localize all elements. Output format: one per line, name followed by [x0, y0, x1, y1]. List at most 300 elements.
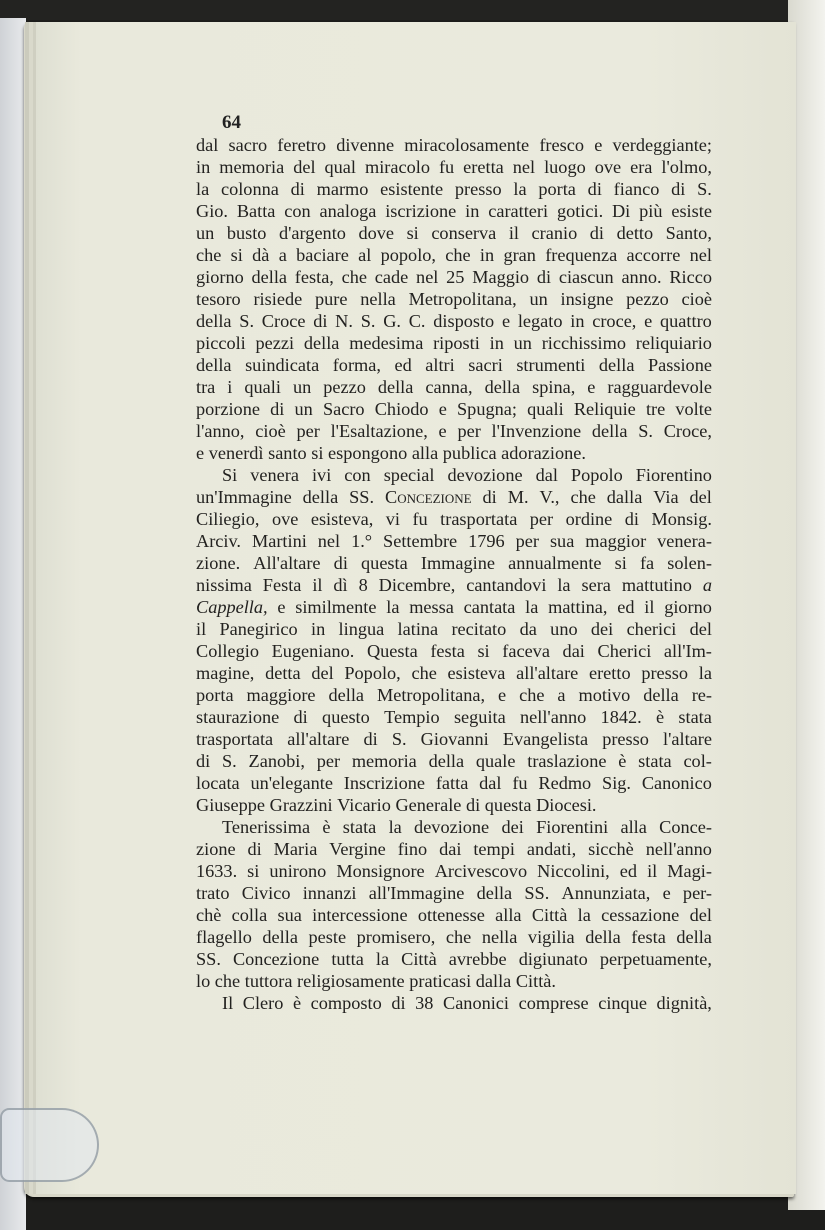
word: stata: [342, 817, 377, 837]
word: fino: [397, 839, 428, 859]
word: forma,: [332, 355, 381, 375]
word: Fiorentini: [536, 817, 609, 837]
word: porta: [196, 685, 234, 705]
word: esisteva: [447, 663, 506, 683]
word: Giovanni: [420, 729, 489, 749]
word: esiste: [671, 201, 712, 221]
word: staurazione: [196, 707, 280, 727]
word: sua: [277, 905, 302, 925]
word: cessazione: [601, 905, 680, 925]
word: composto: [310, 993, 382, 1013]
word: alla: [620, 817, 647, 837]
word: praticasi: [409, 971, 476, 991]
word: di: [363, 729, 378, 749]
word: di: [391, 993, 406, 1013]
word: ragguardevole: [607, 377, 712, 397]
word: che: [445, 245, 471, 265]
text-line: [196, 464, 712, 486]
text-line: [196, 970, 712, 992]
word: dì: [333, 575, 348, 595]
word: Croce,: [663, 421, 712, 441]
word: della: [303, 333, 340, 353]
word: memoria: [219, 157, 285, 177]
word: innanzi: [302, 883, 357, 903]
text-line: [196, 816, 712, 838]
word: accorre: [626, 245, 681, 265]
word: venera-: [657, 531, 712, 551]
word: cade: [374, 267, 409, 287]
word: sua: [549, 531, 575, 551]
text-line: [196, 992, 712, 1014]
word: dal: [196, 135, 219, 155]
word: è: [655, 707, 665, 727]
word: in: [310, 619, 326, 639]
word: si: [614, 553, 627, 573]
word: del: [293, 157, 316, 177]
word: motivo: [578, 685, 631, 705]
word: sacri: [468, 355, 503, 375]
word: la: [525, 597, 539, 617]
word: tesoro: [196, 289, 241, 309]
word: volte: [675, 399, 712, 419]
word: Città: [401, 949, 437, 969]
word: che: [519, 685, 545, 705]
word: e: [196, 443, 209, 463]
word: Concezione: [232, 949, 320, 969]
word: per-: [682, 883, 712, 903]
word: di: [293, 707, 308, 727]
word: l'anno,: [196, 421, 245, 441]
word: Canonici: [443, 993, 510, 1013]
word: per: [529, 509, 554, 529]
word: nel: [512, 157, 536, 177]
word: Spugna;: [457, 399, 517, 419]
word: nell'anno: [520, 707, 587, 727]
word: S.: [697, 179, 712, 199]
word: Evangelista: [502, 729, 589, 749]
word: in: [196, 157, 211, 177]
text-line: [196, 926, 712, 948]
body-text: [196, 134, 712, 1014]
word: per: [296, 421, 320, 441]
word: presso: [641, 663, 689, 683]
word: miracolosamente: [404, 135, 530, 155]
text-line: [196, 486, 712, 508]
word: nissima: [196, 575, 252, 595]
word: Concezione: [385, 487, 472, 507]
word: dalla: [475, 971, 516, 991]
word: Chiodo: [374, 399, 429, 419]
text-line: [196, 596, 712, 618]
word: risiede: [253, 289, 303, 309]
text-line: [196, 948, 712, 970]
word: eretta: [463, 157, 504, 177]
word: con: [284, 201, 311, 221]
word: 1842.: [600, 707, 642, 727]
word: quale: [475, 751, 516, 771]
word: 1633.: [196, 861, 238, 881]
word: M.: [507, 487, 529, 507]
word: tra: [196, 377, 216, 397]
word: il: [196, 619, 207, 639]
word: si: [230, 245, 243, 265]
word: della: [251, 267, 288, 287]
word: Sig.: [602, 773, 631, 793]
word: della: [428, 751, 465, 771]
word: Si: [222, 465, 238, 485]
word: trasportata: [196, 729, 274, 749]
word: suindicata: [245, 355, 320, 375]
word: gran: [503, 245, 536, 265]
word: uno: [550, 619, 578, 639]
word: che: [445, 927, 472, 947]
word: miracolo: [364, 157, 430, 177]
word: 1.°: [351, 531, 373, 551]
word: fianco: [613, 179, 660, 199]
word: e: [438, 421, 447, 441]
word: Giuseppe: [196, 795, 270, 815]
word: qual: [324, 157, 356, 177]
word: Annunziata,: [561, 883, 651, 903]
word: all'Im-: [663, 641, 712, 661]
word: nel: [317, 531, 341, 551]
word: che: [214, 971, 245, 991]
word: e: [594, 135, 603, 155]
word: conserva: [431, 223, 497, 243]
word: altri: [425, 355, 455, 375]
word: mattina,: [548, 597, 608, 617]
word: Zanobi,: [248, 751, 305, 771]
word: in: [479, 245, 495, 265]
word: avrebbe: [448, 949, 507, 969]
word: Metropolitana,: [376, 685, 486, 705]
word: messa: [409, 597, 454, 617]
word: 1796: [468, 531, 505, 551]
word: tre: [645, 399, 666, 419]
word: Sacro: [322, 399, 365, 419]
word: porta: [538, 179, 576, 199]
word: detta: [265, 663, 301, 683]
word: re-: [691, 685, 712, 705]
text-line: [196, 838, 712, 860]
word: Gio.: [196, 201, 228, 221]
word: maggior: [585, 531, 647, 551]
word: Santo,: [665, 223, 712, 243]
word: Settembre: [383, 531, 458, 551]
scan-background-top: [0, 0, 790, 20]
word: locata: [196, 773, 240, 793]
word: insigne: [560, 289, 614, 309]
word: alla: [495, 905, 522, 925]
word: ed: [619, 861, 638, 881]
word: a: [278, 245, 287, 265]
word: perpetuamente,: [599, 949, 712, 969]
text-line: [196, 904, 712, 926]
word: in: [570, 311, 585, 331]
word: e: [587, 377, 596, 397]
word: che: [411, 663, 437, 683]
text-line: [196, 222, 712, 244]
word: della: [643, 685, 679, 705]
word: la: [386, 597, 400, 617]
word: di: [333, 553, 348, 573]
word: la: [196, 179, 210, 199]
word: S.: [222, 751, 237, 771]
text-line: [196, 354, 712, 376]
word: la: [375, 949, 390, 969]
word: di: [589, 223, 605, 243]
word: N.: [335, 311, 353, 331]
word: e: [501, 311, 511, 331]
word: presso: [454, 179, 502, 199]
word: della: [676, 927, 712, 947]
word: magine,: [196, 663, 255, 683]
word: della: [328, 685, 365, 705]
word: i: [227, 377, 233, 397]
word: il: [508, 223, 519, 243]
word: che: [196, 245, 222, 265]
word: Clero: [242, 993, 284, 1013]
word: sicchè: [588, 839, 634, 859]
text-line: [196, 640, 712, 662]
word: quattro: [660, 311, 712, 331]
word: Popolo: [570, 465, 623, 485]
word: e: [498, 685, 507, 705]
word: di: [270, 399, 285, 419]
word: eretto: [588, 663, 631, 683]
text-line: [196, 662, 712, 684]
word: da: [519, 619, 537, 639]
text-line: [196, 288, 712, 310]
word: della: [262, 927, 298, 947]
word: santo: [268, 443, 312, 463]
word: lingua: [338, 619, 385, 639]
word: un: [292, 377, 312, 397]
word: strumenti: [516, 355, 586, 375]
word: il: [312, 575, 323, 595]
text-line: [196, 156, 712, 178]
word: cherici: [626, 619, 677, 639]
word: nell'anno: [645, 839, 712, 859]
word: all'Immagine: [368, 883, 465, 903]
word: un: [294, 399, 313, 419]
word: Tenerissima: [222, 817, 311, 837]
word: giorno: [196, 267, 244, 287]
word: spina,: [532, 377, 576, 397]
word: Generale: [395, 795, 466, 815]
word: S.: [391, 729, 407, 749]
word: vi: [385, 509, 400, 529]
word: porzione: [196, 399, 260, 419]
word: l'Esaltazione,: [330, 421, 428, 441]
word: quali: [527, 399, 564, 419]
word: Batta: [236, 201, 276, 221]
text-line: [196, 860, 712, 882]
word: Fiorentino: [635, 465, 712, 485]
word: nella: [360, 289, 396, 309]
word: anno.: [621, 267, 662, 287]
word: 25: [446, 267, 465, 287]
word: croce,: [592, 311, 637, 331]
word: della: [196, 355, 232, 375]
plastic-clip: [0, 1108, 99, 1182]
word: zione.: [196, 553, 241, 573]
word: mattutino: [621, 575, 692, 595]
text-line: [196, 266, 712, 288]
word: unirono: [269, 861, 327, 881]
word: All'altare: [253, 553, 321, 573]
word: devozione: [414, 817, 490, 837]
text-line: [196, 772, 712, 794]
word: si: [406, 223, 419, 243]
text-line: [196, 750, 712, 772]
word: della: [476, 883, 513, 903]
word: maggiore: [246, 685, 316, 705]
text-line: [196, 508, 712, 530]
word: dei: [501, 817, 524, 837]
word: a: [557, 685, 566, 705]
word: SS.: [524, 883, 550, 903]
word: Redmo: [538, 773, 592, 793]
word: l'olmo,: [661, 157, 712, 177]
word: di: [671, 179, 686, 199]
word: cioè: [255, 421, 286, 441]
word: fa: [639, 553, 655, 573]
word: d'argento: [279, 223, 346, 243]
word: canna,: [425, 377, 473, 397]
word: la: [698, 663, 712, 683]
word: della: [591, 421, 628, 441]
word: S.: [360, 311, 376, 331]
word: Festa: [262, 575, 302, 595]
word: ordine: [565, 509, 613, 529]
word: popolo,: [380, 245, 436, 265]
word: questa: [361, 553, 408, 573]
word: nel: [416, 267, 439, 287]
word: religiosamente: [297, 971, 410, 991]
word: col-: [683, 751, 712, 771]
word: Monsig.: [651, 509, 712, 529]
word: la: [513, 179, 527, 199]
word: del: [689, 905, 712, 925]
word: vigilia: [527, 927, 575, 947]
word: devozione: [447, 465, 523, 485]
word: della: [484, 377, 521, 397]
word: è: [292, 993, 302, 1013]
word: festa: [631, 927, 666, 947]
word: Metropolitana,: [408, 289, 517, 309]
word: detto: [616, 223, 654, 243]
word: venerdì: [208, 443, 269, 463]
text-line: [196, 618, 712, 640]
word: intercessione: [312, 905, 408, 925]
word: alla: [411, 443, 443, 463]
word: Eugeniano.: [271, 641, 355, 661]
word: esistente: [380, 179, 444, 199]
word: fu: [412, 509, 428, 529]
word: peste: [308, 927, 347, 947]
word: di: [587, 179, 602, 199]
word: Monsignore: [336, 861, 425, 881]
word: all'altare: [516, 663, 579, 683]
word: e: [438, 399, 447, 419]
word: pure: [314, 289, 348, 309]
word: festa,: [294, 267, 334, 287]
word: Ricco: [669, 267, 712, 287]
word: ed: [617, 597, 635, 617]
word: special: [383, 465, 435, 485]
word: stata: [678, 707, 712, 727]
word: in: [489, 333, 504, 353]
word: Passione: [647, 355, 712, 375]
word: Inscrizione: [343, 773, 426, 793]
word: ottenesse: [417, 905, 485, 925]
word: di: [290, 179, 305, 199]
word: il: [647, 861, 658, 881]
word: della: [302, 487, 339, 507]
word: S.: [239, 311, 255, 331]
word: di: [536, 267, 552, 287]
word: ricchissimo: [541, 333, 626, 353]
word: verdeggiante;: [612, 135, 712, 155]
word: giorno: [664, 597, 712, 617]
word: Questa: [366, 641, 418, 661]
word: del: [689, 619, 712, 639]
word: similmente: [295, 597, 377, 617]
word: Maggio: [472, 267, 530, 287]
word: dalla: [606, 487, 643, 507]
word: nella: [481, 927, 518, 947]
word: di: [313, 311, 328, 331]
word: tuttora: [244, 971, 298, 991]
word: della: [377, 377, 414, 397]
word: questo: [322, 707, 370, 727]
word: Dicembre,: [378, 575, 456, 595]
word: cantata: [463, 597, 516, 617]
text-line: [196, 332, 712, 354]
word: nel: [689, 245, 712, 265]
word: C.: [408, 311, 426, 331]
word: della: [585, 927, 621, 947]
word: della: [598, 355, 635, 375]
word: marmo: [316, 179, 369, 199]
text-line: [196, 398, 712, 420]
word: che: [570, 487, 596, 507]
word: per: [457, 421, 481, 441]
word: latina: [397, 619, 439, 639]
word: fu: [512, 773, 528, 793]
word: del: [311, 663, 334, 683]
word: Croce: [261, 311, 306, 331]
word: quali: [244, 377, 281, 397]
word: andati,: [526, 839, 577, 859]
word: dal: [479, 773, 502, 793]
word: pezzo: [323, 377, 366, 397]
word: promisero,: [356, 927, 436, 947]
scan-background-left: [0, 18, 26, 1230]
word: l'Invenzione: [491, 421, 582, 441]
word: in: [465, 201, 480, 221]
word: della: [196, 311, 232, 331]
word: e: [644, 311, 653, 331]
word: 38: [415, 993, 434, 1013]
word: venera: [250, 465, 299, 485]
word: seguita: [453, 707, 506, 727]
word: SS.: [196, 949, 221, 969]
word: all'altare: [287, 729, 350, 749]
word: trato: [196, 883, 230, 903]
word: iscrizione: [385, 201, 457, 221]
